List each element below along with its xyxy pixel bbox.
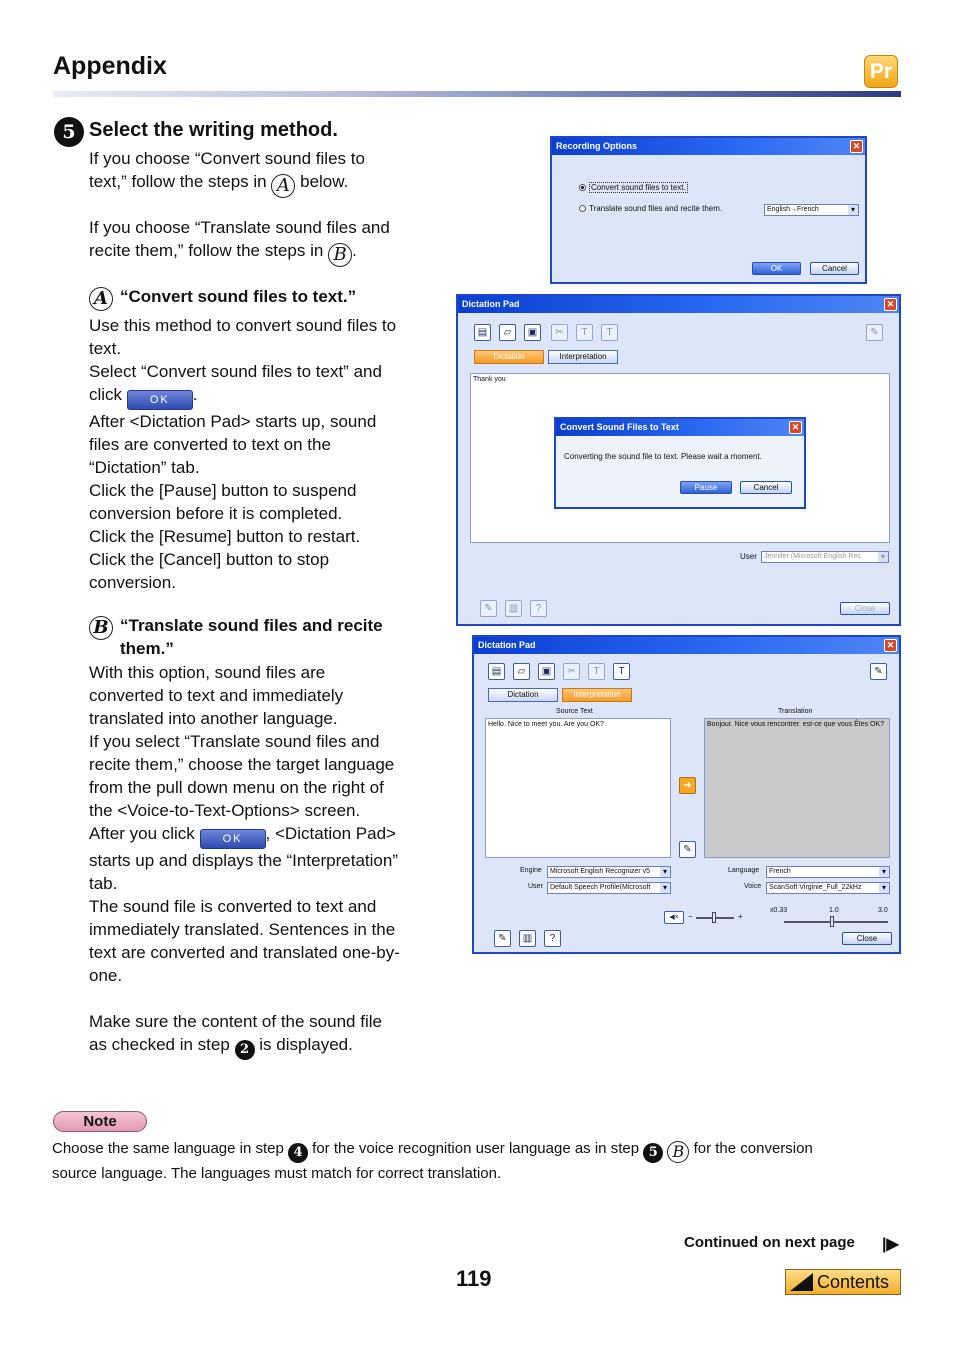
next-page-icon[interactable]: |▶ xyxy=(882,1236,899,1253)
dictation-text-area[interactable]: Thank you xyxy=(470,373,890,543)
step-number-badge: 5 xyxy=(54,117,84,147)
speed-mid-label: 1.0 xyxy=(829,907,839,914)
section-a-line: Select “Convert sound files to text” and xyxy=(89,362,382,381)
dictation-pad-window-2 xyxy=(472,635,901,954)
page-title: Appendix xyxy=(53,52,167,80)
translation-label: Translation xyxy=(778,708,813,715)
section-b-title-2: them.” xyxy=(120,639,174,658)
speed-max-label: 3.0 xyxy=(878,907,888,914)
after-click-text: After you click xyxy=(89,824,195,843)
make-sure-text: as checked in step xyxy=(89,1035,230,1054)
tool-icon[interactable]: ✎ xyxy=(494,930,511,947)
dialog-message: Converting the sound file to text. Please wait a moment. xyxy=(564,452,762,461)
window-title: Dictation Pad xyxy=(478,640,536,650)
cancel-button[interactable]: Cancel xyxy=(810,262,859,275)
tab-dictation[interactable]: Dictation xyxy=(474,350,544,364)
note-text-1: Choose the same language in step xyxy=(52,1140,284,1157)
section-b-line: starts up and displays the “Interpretation” xyxy=(89,851,398,870)
after-click-tail: , <Dictation Pad> xyxy=(265,824,396,843)
section-b-line: recite them,” choose the target language xyxy=(89,755,395,774)
new-file-icon[interactable]: ▤ xyxy=(474,324,491,341)
intro-b-line2 xyxy=(89,239,390,267)
convert-dialog xyxy=(554,417,806,509)
text-size-icon[interactable]: T xyxy=(588,663,605,680)
translate-arrow-icon[interactable]: ➜ xyxy=(679,777,696,794)
translation-text-area[interactable]: Bonjour. Nice vous rencontrer. est-ce que vous Êtes OK? xyxy=(704,718,890,858)
pr-app-icon: Pr xyxy=(864,55,898,88)
language-select[interactable]: English→French ▾ xyxy=(764,204,859,216)
source-label: Source Text xyxy=(556,708,593,715)
language-select[interactable]: French ▾ xyxy=(766,866,890,878)
section-b-click-line xyxy=(89,822,400,849)
tool-icon[interactable]: ✎ xyxy=(866,324,883,341)
spacer xyxy=(89,987,400,1010)
section-a-line: Click the [Cancel] button to stop xyxy=(89,550,330,569)
section-a-line: Click the [Resume] button to restart. xyxy=(89,527,361,546)
user-label: User xyxy=(740,552,757,561)
intro-b-tail: . xyxy=(352,241,357,260)
new-file-icon[interactable]: ▤ xyxy=(488,663,505,680)
section-b-heading xyxy=(89,612,383,658)
engine-select[interactable]: Microsoft English Recognizer v5 ▾ xyxy=(547,866,671,878)
cancel-button[interactable]: Cancel xyxy=(740,481,792,494)
intro-a-text: text,” follow the steps in xyxy=(89,172,267,191)
text-format-icon[interactable]: T xyxy=(601,324,618,341)
contents-button[interactable] xyxy=(785,1269,901,1295)
save-icon[interactable]: ▣ xyxy=(538,663,555,680)
mute-icon[interactable]: ◀× xyxy=(664,911,684,924)
section-b-line: converted to text and immediately xyxy=(89,686,344,705)
intro-a-line2 xyxy=(89,170,365,198)
close-icon[interactable]: ✕ xyxy=(850,140,863,153)
radio-off-icon xyxy=(579,205,586,212)
click-word: click xyxy=(89,385,123,404)
marker-b-icon: B xyxy=(667,1141,689,1163)
dialog-title: Convert Sound Files to Text xyxy=(560,422,679,432)
open-folder-icon[interactable]: ▱ xyxy=(513,663,530,680)
click-after: . xyxy=(192,385,198,404)
pause-button[interactable]: Pause xyxy=(680,481,732,494)
tab-interpretation[interactable]: Interpretation xyxy=(562,688,632,702)
section-b-marker-icon: B xyxy=(89,616,113,640)
section-b-line: one. xyxy=(89,966,123,985)
source-text-area[interactable]: Hello. Nice to meet you. Are you OK? xyxy=(485,718,671,858)
section-b-line: tab. xyxy=(89,874,118,893)
marker-a-icon: A xyxy=(271,174,295,198)
text-format-icon[interactable]: T xyxy=(613,663,630,680)
tab-dictation[interactable]: Dictation xyxy=(488,688,558,702)
dictation-pad-titlebar xyxy=(474,637,899,654)
step-5-badge: 5 xyxy=(643,1143,663,1163)
section-b-body xyxy=(89,661,400,1060)
section-b-line: from the pull down menu on the right of xyxy=(89,778,384,797)
recording-options-titlebar xyxy=(552,138,865,155)
voice-select[interactable]: ScanSoft Virginie_Full_22kHz ▾ xyxy=(766,882,890,894)
contents-arrow-icon xyxy=(790,1273,813,1291)
tool-icon[interactable]: ✎ xyxy=(679,841,696,858)
engine-label: Engine xyxy=(520,867,542,874)
intro-a xyxy=(89,147,365,198)
book-icon[interactable]: ▥ xyxy=(519,930,536,947)
window-title: Dictation Pad xyxy=(462,299,520,309)
section-a-title: “Convert sound files to text.” xyxy=(120,287,357,306)
section-b-title-1: “Translate sound files and recite xyxy=(120,616,383,635)
marker-b-icon: B xyxy=(328,243,352,267)
section-a-marker-icon: A xyxy=(89,287,113,311)
dialog-titlebar xyxy=(556,419,804,436)
section-a-line: files are converted to text on the xyxy=(89,435,331,454)
page-number: 119 xyxy=(456,1266,492,1291)
dictation-pad-window-1 xyxy=(456,294,901,626)
close-icon[interactable]: ✕ xyxy=(884,639,897,652)
volume-slider-handle[interactable] xyxy=(712,912,716,923)
section-a-heading xyxy=(89,283,357,311)
ok-button-illustration: OK xyxy=(127,390,193,410)
note-text xyxy=(52,1138,912,1184)
intro-a-tail: below. xyxy=(300,172,349,191)
note-text-3: for the conversion xyxy=(693,1140,813,1157)
radio-translate[interactable] xyxy=(579,204,722,213)
section-a-line: text. xyxy=(89,339,122,358)
option-translate-label: Translate sound files and recite them. xyxy=(589,204,723,213)
dictation-pad-titlebar xyxy=(458,296,899,313)
section-b-line: the <Voice-to-Text-Options> screen. xyxy=(89,801,361,820)
note-text-4: source language. The languages must match for correct translation. xyxy=(52,1165,502,1182)
voice-label: Voice xyxy=(744,883,762,890)
section-b-line: The sound file is converted to text and xyxy=(89,897,377,916)
close-icon[interactable]: ✕ xyxy=(789,421,802,434)
open-folder-icon[interactable]: ▱ xyxy=(499,324,516,341)
note-text-2: for the voice recognition user language as in step xyxy=(312,1140,640,1157)
close-button[interactable]: Close xyxy=(842,932,892,945)
close-icon[interactable]: ✕ xyxy=(884,298,897,311)
section-a-line: Click the [Pause] button to suspend xyxy=(89,481,357,500)
option-convert-label: Convert sound files to text. xyxy=(591,183,686,192)
tool-icon[interactable]: ✎ xyxy=(870,663,887,680)
section-b-title xyxy=(120,614,440,660)
intro-b xyxy=(89,216,390,267)
make-sure-tail: is displayed. xyxy=(259,1035,353,1054)
language-label: Language xyxy=(728,867,760,874)
section-a-body xyxy=(89,314,396,594)
contents-label: Contents xyxy=(817,1272,890,1292)
ok-button-illustration: OK xyxy=(200,829,266,849)
section-b-line: text are converted and translated one-by- xyxy=(89,943,400,962)
step-heading: Select the writing method. xyxy=(89,119,338,141)
section-a-line: Use this method to convert sound files to xyxy=(89,316,397,335)
cut-icon[interactable]: ✂ xyxy=(563,663,580,680)
recording-options-window xyxy=(550,136,867,284)
section-a-line: “Dictation” tab. xyxy=(89,458,200,477)
close-button[interactable]: Close xyxy=(840,602,890,615)
radio-on-icon xyxy=(579,184,586,191)
note-badge: Note xyxy=(53,1111,147,1132)
save-icon[interactable]: ▣ xyxy=(524,324,541,341)
window-title: Recording Options xyxy=(556,141,637,151)
book-icon[interactable]: ▥ xyxy=(505,600,522,617)
text-size-icon[interactable]: T xyxy=(576,324,593,341)
speed-slider-handle[interactable] xyxy=(830,916,834,927)
make-sure-line2 xyxy=(89,1033,400,1060)
radio-convert[interactable] xyxy=(579,183,688,192)
volume-minus: − xyxy=(688,912,693,921)
volume-plus: + xyxy=(738,912,743,921)
make-sure-line1: Make sure the content of the sound file xyxy=(89,1012,382,1031)
intro-b-text: recite them,” follow the steps in xyxy=(89,241,324,260)
header-divider xyxy=(53,91,901,97)
speed-slider-track[interactable] xyxy=(784,921,888,923)
user-select[interactable]: Jennifer (Microsoft English Rec ▾ xyxy=(761,551,889,563)
intro-b-line1: If you choose “Translate sound files and xyxy=(89,218,390,237)
section-a-click-line xyxy=(89,383,396,410)
tab-interpretation[interactable]: Interpretation xyxy=(548,350,618,364)
section-b-line: immediately translated. Sentences in the xyxy=(89,920,396,939)
intro-a-line1: If you choose “Convert sound files to xyxy=(89,149,365,168)
ok-button[interactable]: OK xyxy=(752,262,801,275)
section-a-line: After <Dictation Pad> starts up, sound xyxy=(89,412,377,431)
help-icon[interactable]: ? xyxy=(544,930,561,947)
step-4-badge: 4 xyxy=(288,1143,308,1163)
user-label: User xyxy=(528,883,543,890)
tool-icon[interactable]: ✎ xyxy=(480,600,497,617)
continued-label: Continued on next page xyxy=(684,1234,855,1251)
step-2-badge: 2 xyxy=(235,1040,255,1060)
cut-icon[interactable]: ✂ xyxy=(551,324,568,341)
section-a-line: conversion before it is completed. xyxy=(89,504,343,523)
help-icon[interactable]: ? xyxy=(530,600,547,617)
section-b-line: With this option, sound files are xyxy=(89,663,326,682)
section-b-line: translated into another language. xyxy=(89,709,338,728)
section-a-line: conversion. xyxy=(89,573,176,592)
section-b-line: If you select “Translate sound files and xyxy=(89,732,380,751)
user-select[interactable]: Default Speech Profile(Microsoft ▾ xyxy=(547,882,671,894)
speed-min-label: x0.33 xyxy=(770,907,788,914)
